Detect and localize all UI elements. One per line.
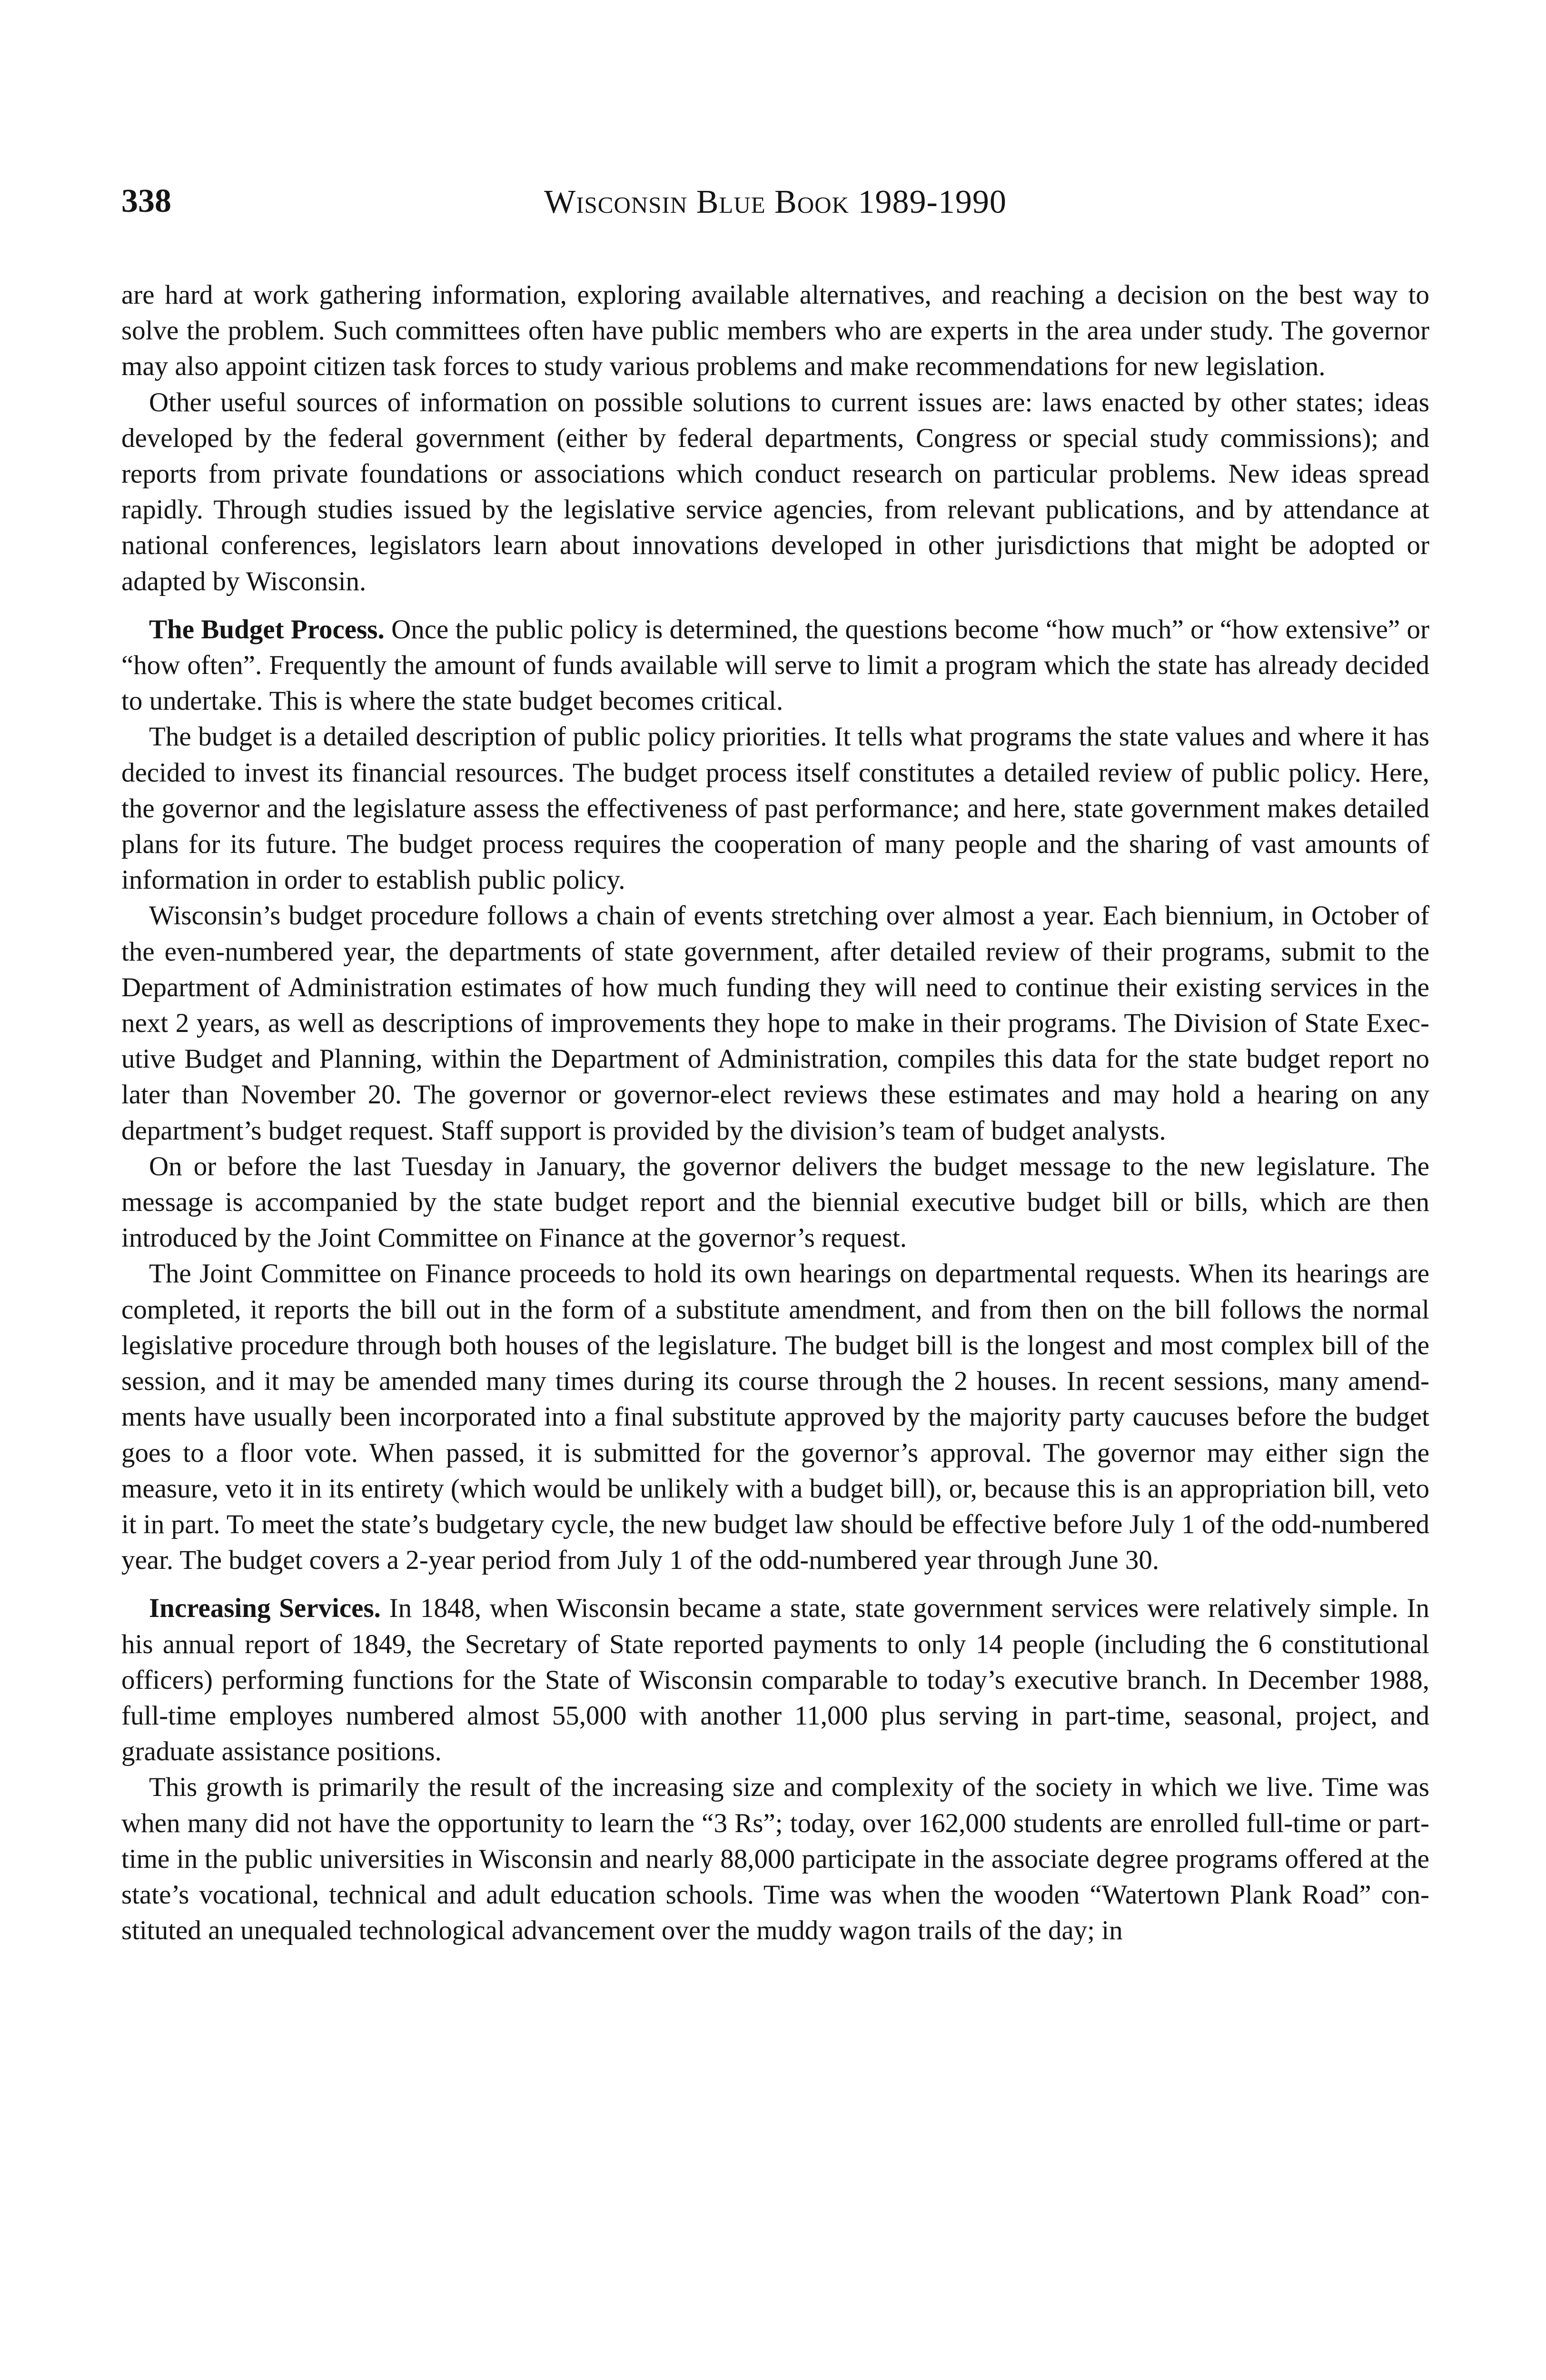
paragraph-sources: Other useful sources of information on possible solutions to current issues are: laws enacted by other states; ideas developed by the federal government (either by federal departments, Congress or special study commissions); and reports from private foundations or associations which conduct research on particular problems. New ideas spread rapidly. Through studies issued by the legislative service agencies, from relevant publications, and by attendance at national conferences, legislators learn about innovations developed in other jurisdictions that might be adopted or adapted by Wisconsin. [121, 387, 1429, 596]
running-header [121, 185, 1429, 237]
paragraph-budget-message: On or before the last Tuesday in January, the governor delivers the budget message to the new legislature. The message is accompanied by the state budget report and the biennial executive budget bill or bills, which are then introduced by the Joint Committee on Finance at the governor’s request. [121, 1151, 1429, 1253]
body-text [121, 277, 1429, 1948]
paragraph-budget-process-text: Once the public policy is determined, the questions become “how much” or “how extensive” or “how often”. Frequently the amount of funds available will serve to limit a program which the state has already decided to undertake. This is where the state budget becomes critical. [121, 614, 1429, 716]
paragraph-budget-process [121, 612, 1429, 719]
book-page [121, 185, 1429, 1948]
paragraph-budget-description: The budget is a detailed description of public policy priorities. It tells what programs the state values and where it has decided to invest its financial resources. The budget process itself constitutes a detailed review of public policy. Here, the governor and the legislature assess the effectiveness of past performance; and here, state government makes detailed plans for its future. The budget process requires the cooperation of many people and the sharing of vast amounts of information in order to establish public policy. [121, 722, 1429, 895]
page-number: 338 [121, 183, 171, 219]
book-title: Wisconsin Blue Book 1989-1990 [544, 184, 1007, 220]
section-heading-increasing-services: Increasing Services. [149, 1593, 381, 1624]
section-heading-budget-process: The Budget Process. [149, 614, 385, 645]
paragraph-growth: This growth is primarily the result of the increasing size and complexity of the society in which we live. Time was when many did not have the opportunity to learn the “3 Rs”; today, over 162,000 students are enrolled full-time or part-time in the public universities in Wisconsin and nearly 88,000 participate in the associate degree programs offered at the state’s vocational, technical and adult education schools. Time was when the wooden “Watertown Plank Road” constituted an unequaled technological advancement over the muddy wagon trails of the day; in [121, 1772, 1429, 1946]
paragraph-continued: are hard at work gathering information, exploring available alternatives, and reaching a decision on the best way to solve the problem. Such committees often have public members who are experts in the area under study. The governor may also appoint citizen task forces to study various problems and make recommendations for new legislation. [121, 280, 1429, 382]
paragraph-joint-committee: The Joint Committee on Finance proceeds to hold its own hearings on departmental requests. When its hearings are completed, it reports the bill out in the form of a substitute amendment, and from then on the bill follows the normal legislative procedure through both houses of the legislature. The budget bill is the longest and most complex bill of the session, and it may be amended many times during its course through the 2 houses. In recent sessions, many amendments have usually been incorporated into a final substitute approved by the majority party caucuses before the budget goes to a floor vote. When passed, it is submitted for the governor’s approval. The governor may either sign the measure, veto it in its entirety (which would be unlikely with a budget bill), or, because this is an appropriation bill, veto it in part. To meet the state’s budgetary cycle, the new budget law should be effective before July 1 of the odd-numbered year. The budget covers a 2-year period from July 1 of the odd-numbered year through June 30. [121, 1259, 1429, 1576]
paragraph-increasing-services [121, 1590, 1429, 1769]
paragraph-budget-procedure: Wisconsin’s budget procedure follows a chain of events stretching over almost a year. Each biennium, in October of the even-numbered year, the departments of state government, after detailed review of their programs, submit to the Department of Administration estimates of how much funding they will need to continue their existing services in the next 2 years, as well as descriptions of improvements they hope to make in their programs. The Division of State Executive Budget and Planning, within the Department of Administration, compiles this data for the state budget report no later than November 20. The governor or governor-elect reviews these estimates and may hold a hearing on any department’s budget request. Staff support is provided by the division’s team of budget analysts. [121, 901, 1429, 1146]
paragraph-increasing-services-text: In 1848, when Wisconsin became a state, state government services were relatively simple. In his annual report of 1849, the Secretary of State reported payments to only 14 people (including the 6 constitutional officers) performing functions for the State of Wisconsin comparable to today’s executive branch. In December 1988, full-time employes numbered almost 55,000 with another 11,000 plus serving in part-time, seasonal, project, and graduate assistance positions. [121, 1593, 1430, 1767]
